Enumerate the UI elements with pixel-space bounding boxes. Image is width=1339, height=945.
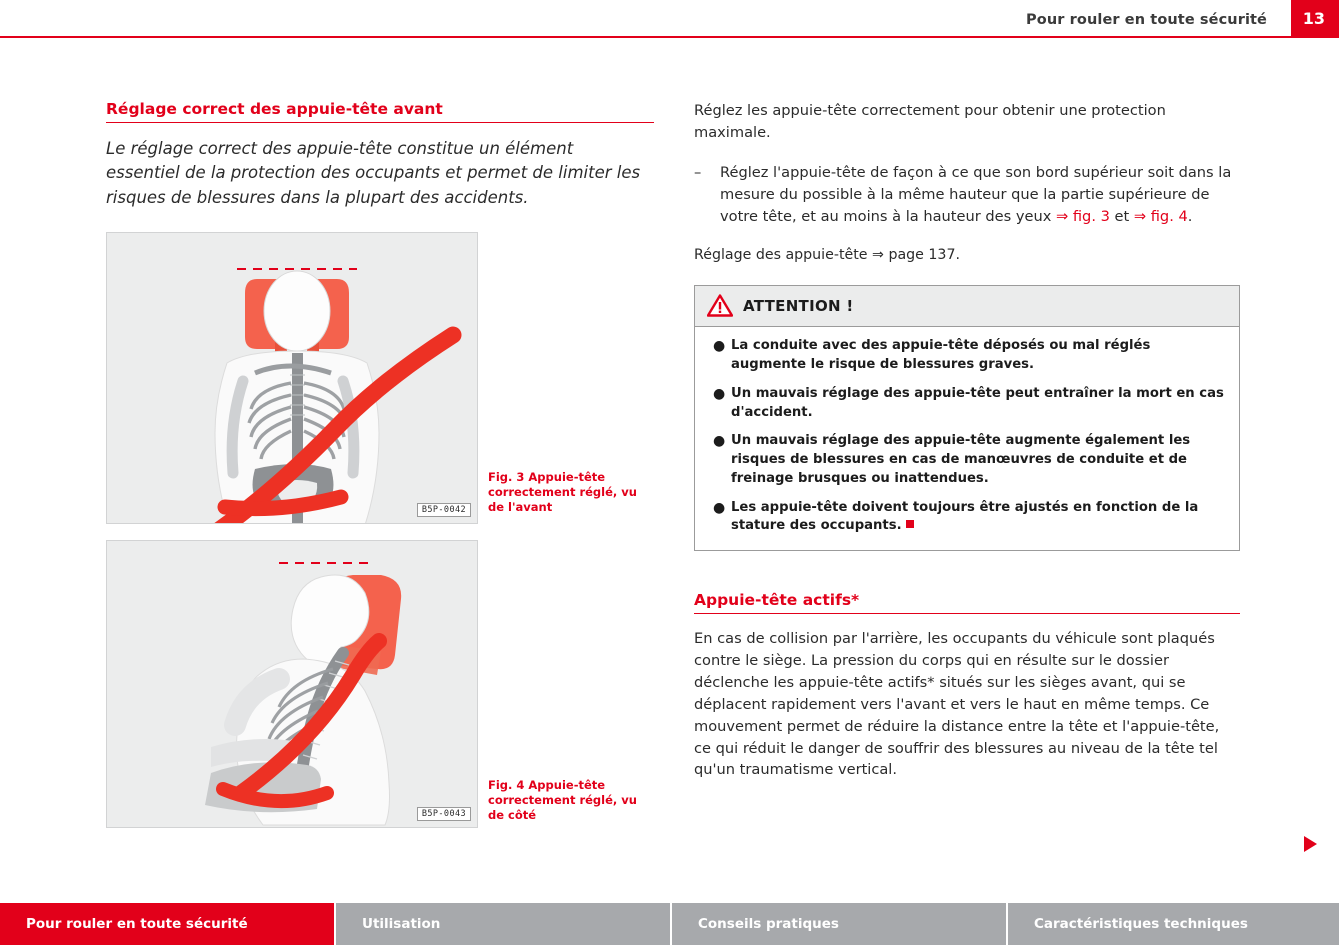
skeleton-front-view-headrest-diagram (107, 233, 478, 524)
figure-3-caption: Fig. 3 Appuie-tête correctement réglé, vu de l'avant (488, 469, 637, 515)
section-title-rule-2 (694, 613, 1240, 614)
figure-3-code: B5P-0042 (417, 503, 471, 517)
figure-3-image (106, 232, 478, 524)
figure-4-code: B5P-0043 (417, 807, 471, 821)
active-headrests-paragraph: En cas de collision par l'arrière, les occupants du véhicule sont plaqués contre le siège. La pression du corps qui en résulte sur le dossier déclenche les appuie-tête actifs* situés sur les sièges avant, qui se déplacent rapidement vers l'avant et vers le haut en même temps. Ce mouvement permet de réduire la distance entre la tête et l'appuie-tête, ce qui réduit le danger de souffrir des blessures au niveau de la tête tel qu'un traumatisme vertical. (694, 630, 1220, 779)
bullet-item-headrest-adjust (694, 162, 1240, 228)
footer-tabs (0, 903, 1339, 945)
bullet-dot-icon: ● (713, 499, 726, 516)
section-title-rule (106, 122, 654, 123)
warning-box-header (695, 286, 1239, 327)
bullet-dot-icon: ● (713, 338, 726, 355)
footer-tab-utilisation[interactable]: Utilisation (336, 903, 670, 945)
warning-item (709, 385, 1225, 422)
page-number: 13 (1302, 9, 1325, 28)
continue-arrow-icon (1304, 836, 1317, 852)
skeleton-side-view-headrest-diagram (107, 541, 478, 828)
figure-4-image (106, 540, 478, 828)
end-of-section-marker (906, 520, 914, 528)
warning-item (709, 432, 1225, 488)
bullet-text-end: . (1187, 207, 1193, 225)
figure-reference-4[interactable]: ⇒ fig. 4 (1133, 207, 1188, 225)
page-reference-note: Réglage des appuie-tête ⇒ page 137. (694, 247, 960, 264)
page-header (0, 0, 1339, 38)
warning-item-text: Un mauvais réglage des appuie-tête augmente également les risques de blessures en cas de manœuvres de conduite et de freinage brusques ou inattendues. (731, 433, 1191, 486)
header-rule (0, 36, 1339, 38)
section-lead-paragraph: Le réglage correct des appuie-tête constitue un élément essentiel de la protection des occupants et permet de limiter les risques de blessures dans la plupart des accidents. (106, 139, 641, 207)
bullet-text-main: Réglez l'appuie-tête de façon à ce que son bord supérieur soit dans la mesure du possible à la même hauteur que la partie supérieure de votre tête, et au moins à la hauteur des yeux (720, 163, 1232, 225)
figure-4-block (106, 540, 654, 828)
figure-3-block (106, 232, 654, 524)
warning-box-body (695, 327, 1239, 550)
warning-triangle-icon (707, 294, 733, 317)
warning-item-text: Les appuie-tête doivent toujours être ajustés en fonction de la stature des occupants. (731, 499, 1199, 534)
warning-box-title: ATTENTION ! (743, 296, 854, 315)
footer-tab-conseils[interactable]: Conseils pratiques (672, 903, 1006, 945)
bullet-text-mid: et (1109, 207, 1134, 225)
figure-reference-3[interactable]: ⇒ fig. 3 (1056, 207, 1110, 225)
bullet-dot-icon: ● (713, 433, 726, 450)
intro-paragraph: Réglez les appuie-tête correctement pour obtenir une protection maximale. (694, 102, 1166, 141)
warning-item (709, 337, 1225, 374)
footer-tab-caracteristiques[interactable]: Caractéristiques techniques (1008, 903, 1339, 945)
footer-tab-safety[interactable]: Pour rouler en toute sécurité (0, 903, 334, 945)
figure-4-caption: Fig. 4 Appuie-tête correctement réglé, vu de côté (488, 777, 637, 823)
header-title: Pour rouler en toute sécurité (1026, 12, 1267, 28)
warning-box (694, 285, 1240, 551)
section-title-headrest: Réglage correct des appuie-tête avant (106, 100, 443, 118)
section-title-active-headrests: Appuie-tête actifs* (694, 591, 860, 610)
left-column (106, 100, 654, 844)
dash-marker: – (694, 163, 702, 181)
bullet-text (720, 162, 1240, 228)
right-column (694, 100, 1240, 799)
warning-item-text: Un mauvais réglage des appuie-tête peut entraîner la mort en cas d'accident. (731, 385, 1224, 420)
warning-item (709, 499, 1225, 536)
warning-item-text: La conduite avec des appuie-tête déposés ou mal réglés augmente le risque de blessures graves. (731, 338, 1151, 373)
bullet-dot-icon: ● (713, 385, 726, 402)
